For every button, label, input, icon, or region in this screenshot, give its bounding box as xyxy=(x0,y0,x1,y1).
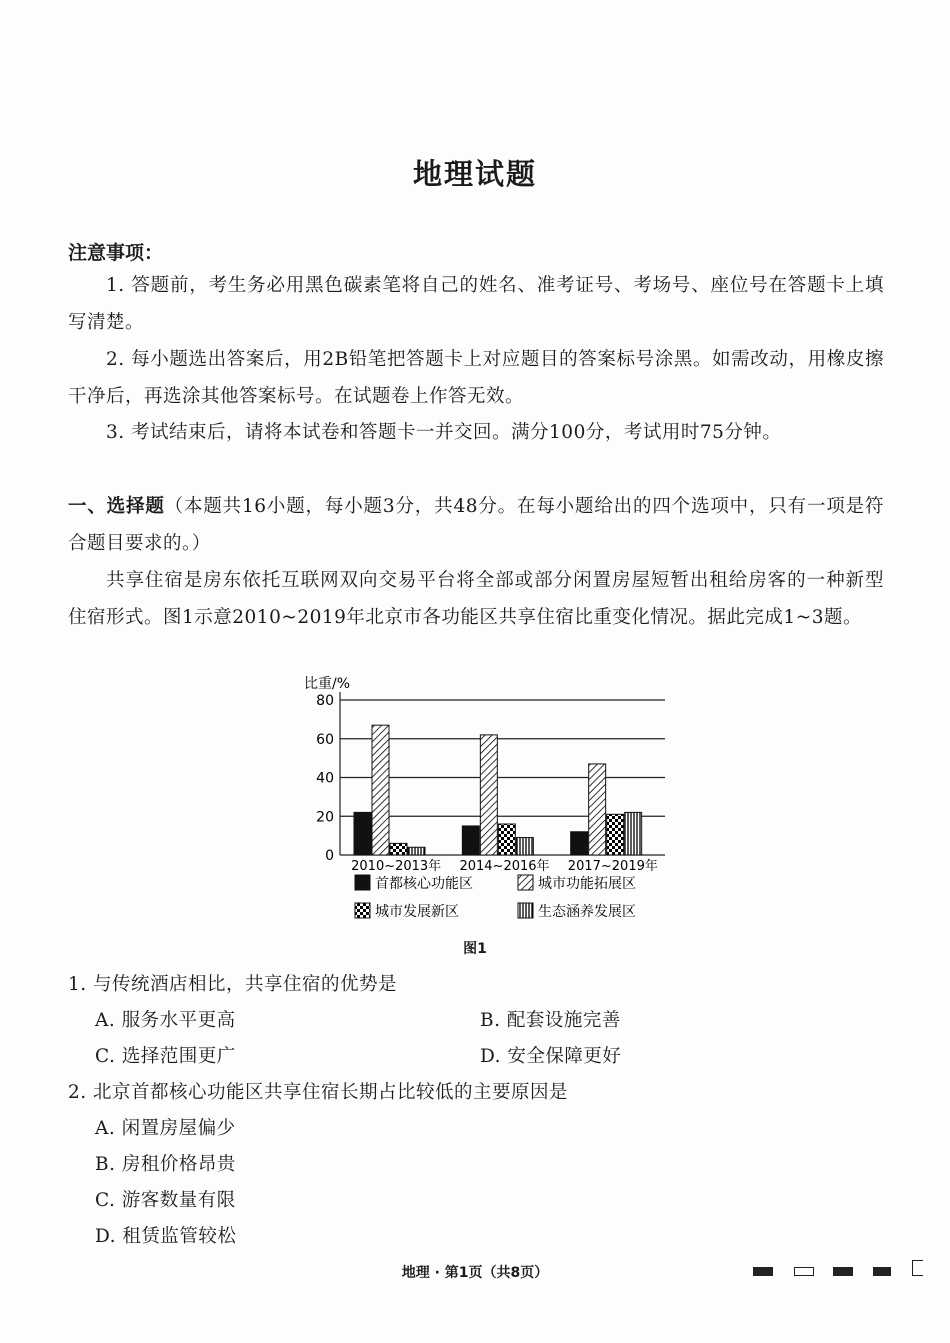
x-tick-label: 2010~2013年 xyxy=(351,859,442,874)
page-title: 地理试题 xyxy=(412,157,537,191)
legend-swatch xyxy=(518,875,533,890)
figure-caption: 图1 xyxy=(463,941,487,957)
y-axis-label: 比重/% xyxy=(304,676,351,692)
note-item-2: 2. 每小题选出答案后，用2B铅笔把答题卡上对应题目的答案标号涂黑。如需改动，用橡皮擦干净后，再选涂其他答案标号。在试题卷上作答无效。 xyxy=(68,349,884,407)
registration-mark-4 xyxy=(873,1267,891,1276)
question-1-option-c: C. 选择范围更广 xyxy=(95,1046,236,1067)
bar xyxy=(625,812,642,855)
bar xyxy=(498,824,515,855)
bar xyxy=(571,832,588,855)
bar xyxy=(354,812,371,855)
legend-label: 城市发展新区 xyxy=(375,904,459,920)
question-2-option-c: C. 游客数量有限 xyxy=(95,1190,236,1211)
legend-swatch xyxy=(518,903,533,918)
x-tick-label: 2017~2019年 xyxy=(567,859,658,874)
chart-svg xyxy=(300,672,680,942)
passage: 共享住宿是房东依托互联网双向交易平台将全部或部分闲置房屋短暂出租给房客的一种新型住宿形式。图1示意2010~2019年北京市各功能区共享住宿比重变化情况。据此完成1~3题。 xyxy=(68,570,884,628)
section-intro xyxy=(68,488,884,562)
legend-label: 生态涵养发展区 xyxy=(538,904,636,920)
legend-label: 首都核心功能区 xyxy=(375,876,473,892)
bar xyxy=(589,764,606,855)
bar xyxy=(390,843,407,855)
bar xyxy=(408,847,425,855)
legend-label: 城市功能拓展区 xyxy=(538,876,636,892)
question-2-option-d: D. 租赁监管较松 xyxy=(95,1226,237,1247)
section-description: （本题共16小题，每小题3分，共48分。在每小题给出的四个选项中，只有一项是符合题目要求的。） xyxy=(68,496,884,554)
question-1-option-a: A. 服务水平更高 xyxy=(95,1010,236,1031)
registration-mark-2 xyxy=(794,1267,814,1276)
y-tick-label: 40 xyxy=(316,770,334,787)
question-2-option-b: B. 房租价格昂贵 xyxy=(95,1154,236,1175)
bar xyxy=(516,838,533,855)
registration-mark-3 xyxy=(833,1267,853,1276)
question-1-option-b: B. 配套设施完善 xyxy=(480,1010,621,1031)
page-footer: 地理 · 第1页（共8页） xyxy=(401,1265,549,1281)
question-2-option-a: A. 闲置房屋偏少 xyxy=(95,1118,236,1139)
notes-heading: 注意事项： xyxy=(68,242,164,264)
note-item-3: 3. 考试结束后，请将本试卷和答题卡一并交回。满分100分，考试用时75分钟。 xyxy=(106,422,782,443)
section-heading: 一、选择题 xyxy=(68,496,165,517)
registration-mark-5 xyxy=(912,1260,923,1276)
legend-swatch xyxy=(355,903,370,918)
bar xyxy=(372,725,389,855)
bar xyxy=(480,735,497,855)
y-tick-label: 20 xyxy=(316,809,334,826)
registration-mark-1 xyxy=(753,1267,773,1276)
question-1-option-d: D. 安全保障更好 xyxy=(480,1046,622,1067)
note-item-1: 1. 答题前，考生务必用黑色碳素笔将自己的姓名、准考证号、考场号、座位号在答题卡上填写清楚。 xyxy=(68,275,884,333)
legend-swatch xyxy=(355,875,370,890)
question-1-stem: 1. 与传统酒店相比，共享住宿的优势是 xyxy=(68,974,398,995)
bar xyxy=(462,826,479,855)
x-tick-label: 2014~2016年 xyxy=(459,859,550,874)
bar xyxy=(607,814,624,855)
y-tick-label: 60 xyxy=(316,731,334,748)
y-tick-label: 80 xyxy=(316,693,334,709)
y-tick-label: 0 xyxy=(325,848,334,864)
bar-chart xyxy=(300,672,680,962)
question-2-stem: 2. 北京首都核心功能区共享住宿长期占比较低的主要原因是 xyxy=(68,1082,569,1103)
